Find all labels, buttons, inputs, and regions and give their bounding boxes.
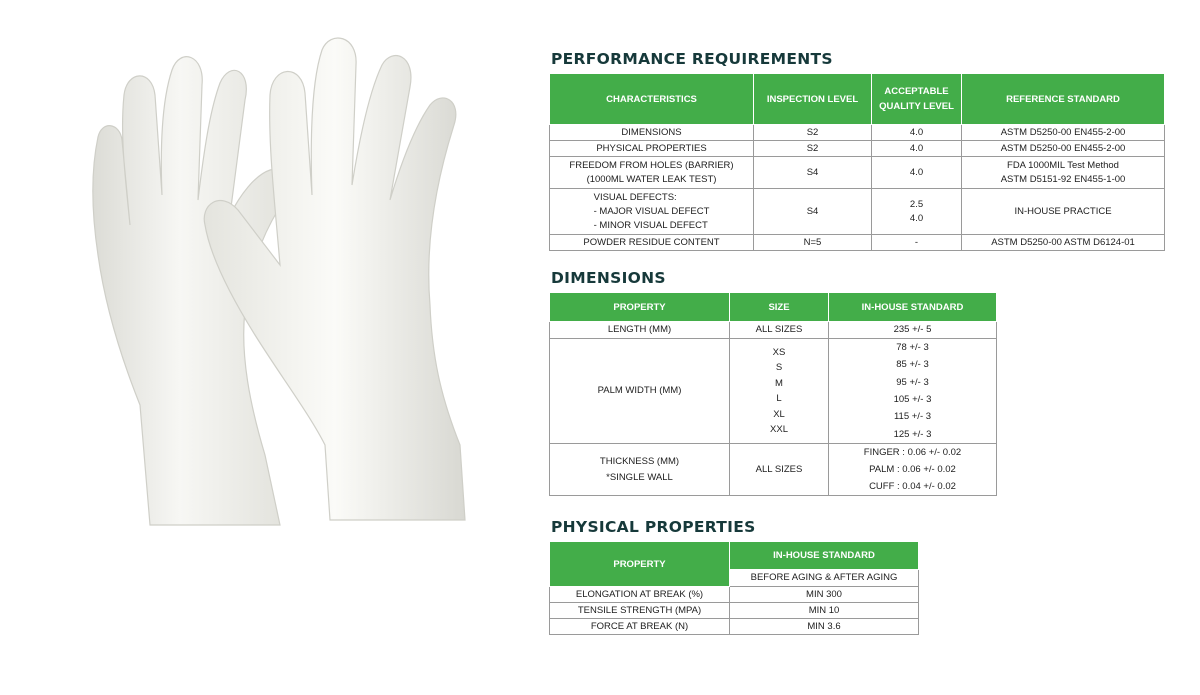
- physical-properties-title: PHYSICAL PROPERTIES: [551, 518, 756, 536]
- table-subheader: BEFORE AGING & AFTER AGING: [730, 570, 919, 587]
- table-cell: ASTM D5250-00 EN455-2-00: [962, 125, 1165, 141]
- column-header: IN-HOUSE STANDARD: [730, 542, 919, 570]
- column-header: REFERENCE STANDARD: [962, 74, 1165, 125]
- table-cell: ALL SIZES: [730, 444, 829, 496]
- table-row: [550, 189, 1165, 235]
- table-cell: 78 +/- 3 85 +/- 3 95 +/- 3 105 +/- 3 115 +/- 3 125 +/- 3: [829, 339, 997, 444]
- dimensions-table: [549, 292, 997, 496]
- table-cell: TENSILE STRENGTH (MPA): [550, 603, 730, 619]
- table-row: [550, 235, 1165, 251]
- table-cell: ASTM D5250-00 EN455-2-00: [962, 141, 1165, 157]
- table-header-row: [550, 74, 1165, 125]
- table-cell: VISUAL DEFECTS: - MAJOR VISUAL DEFECT - MINOR VISUAL DEFECT: [550, 189, 754, 235]
- table-cell: PHYSICAL PROPERTIES: [550, 141, 754, 157]
- table-cell: ELONGATION AT BREAK (%): [550, 587, 730, 603]
- table-row: [550, 603, 919, 619]
- performance-requirements-title: PERFORMANCE REQUIREMENTS: [551, 50, 833, 68]
- column-header: PROPERTY: [550, 293, 730, 322]
- column-header: IN-HOUSE STANDARD: [829, 293, 997, 322]
- table-row: [550, 339, 997, 444]
- column-header: PROPERTY: [550, 542, 730, 587]
- table-cell: FREEDOM FROM HOLES (BARRIER) (1000ML WATER LEAK TEST): [550, 157, 754, 189]
- column-header: INSPECTION LEVEL: [754, 74, 872, 125]
- dimensions-title: DIMENSIONS: [551, 269, 666, 287]
- table-header-row: [550, 293, 997, 322]
- performance-requirements-table: [549, 73, 1165, 251]
- table-cell: 4.0: [872, 141, 962, 157]
- table-cell: N=5: [754, 235, 872, 251]
- table-cell: ALL SIZES: [730, 322, 829, 339]
- table-cell: FDA 1000MIL Test Method ASTM D5151-92 EN455-1-00: [962, 157, 1165, 189]
- table-cell: XS S M L XL XXL: [730, 339, 829, 444]
- gloves-product-image: [80, 25, 480, 535]
- column-header: CHARACTERISTICS: [550, 74, 754, 125]
- column-header: SIZE: [730, 293, 829, 322]
- table-row: [550, 141, 1165, 157]
- table-cell: PALM WIDTH (MM): [550, 339, 730, 444]
- table-cell: S2: [754, 141, 872, 157]
- table-cell: ASTM D5250-00 ASTM D6124-01: [962, 235, 1165, 251]
- table-cell: LENGTH (MM): [550, 322, 730, 339]
- table-cell: 235 +/- 5: [829, 322, 997, 339]
- table-cell: IN-HOUSE PRACTICE: [962, 189, 1165, 235]
- table-cell: S4: [754, 157, 872, 189]
- table-row: [550, 322, 997, 339]
- table-row: [550, 125, 1165, 141]
- table-cell: FORCE AT BREAK (N): [550, 619, 730, 635]
- table-cell: THICKNESS (MM) *SINGLE WALL: [550, 444, 730, 496]
- table-cell: -: [872, 235, 962, 251]
- table-row: [550, 619, 919, 635]
- table-cell: DIMENSIONS: [550, 125, 754, 141]
- table-row: [550, 157, 1165, 189]
- table-cell: MIN 10: [730, 603, 919, 619]
- table-cell: FINGER : 0.06 +/- 0.02 PALM : 0.06 +/- 0.02 CUFF : 0.04 +/- 0.02: [829, 444, 997, 496]
- table-cell: 4.0: [872, 125, 962, 141]
- table-cell: 2.5 4.0: [872, 189, 962, 235]
- table-row: [550, 587, 919, 603]
- table-header-row: [550, 542, 919, 570]
- physical-properties-table: [549, 541, 919, 635]
- table-cell: 4.0: [872, 157, 962, 189]
- table-cell: MIN 3.6: [730, 619, 919, 635]
- table-cell: S2: [754, 125, 872, 141]
- table-cell: S4: [754, 189, 872, 235]
- table-cell: MIN 300: [730, 587, 919, 603]
- column-header: ACCEPTABLE QUALITY LEVEL: [872, 74, 962, 125]
- table-row: [550, 444, 997, 496]
- table-cell: POWDER RESIDUE CONTENT: [550, 235, 754, 251]
